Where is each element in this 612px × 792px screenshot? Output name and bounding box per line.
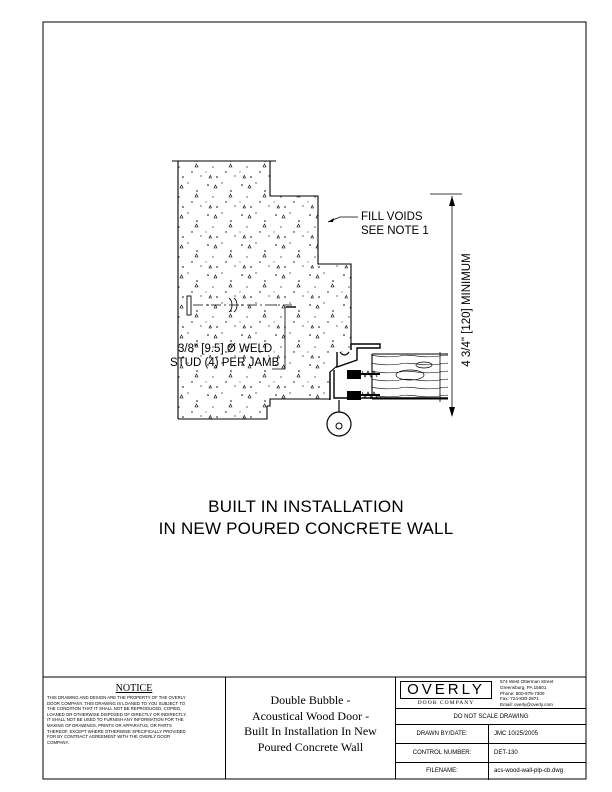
notice-line: THEREOF, EXCEPT WHERE OTHERWISE SPECIFICALLY PROVIDED bbox=[47, 728, 186, 734]
drawing-info-table bbox=[396, 725, 586, 779]
fill-voids-note bbox=[361, 210, 429, 238]
company-address bbox=[500, 679, 553, 708]
door-leaf-wood bbox=[372, 354, 448, 399]
filename-value: acs-wood-wall-plp-cb.dwg bbox=[494, 768, 564, 774]
title-line-4: Poured Concrete Wall bbox=[257, 739, 364, 754]
drawing-title-block bbox=[226, 677, 396, 779]
hinge-knuckle bbox=[327, 412, 351, 436]
address-line: Email: overly@overly.com bbox=[500, 702, 553, 708]
drawn-by-value: JMC 10/25/2005 bbox=[494, 731, 539, 737]
drawing-caption-line-1: BUILT IN INSTALLATION bbox=[208, 497, 404, 516]
address-line: 574 West Otterman Street bbox=[500, 679, 554, 684]
weld-stud-line-1: 3/8" [9.5] Ø WELD bbox=[178, 343, 273, 355]
notice-title: NOTICE bbox=[115, 683, 153, 694]
title-line-2: Acoustical Wood Door - bbox=[251, 708, 370, 723]
filename-label: FILENAME: bbox=[396, 763, 489, 780]
notice-line: LOANED OR OTHERWISE DISPOSED OF DIRECTLY OR INDIRECTLY. bbox=[47, 711, 187, 717]
weld-stud-note bbox=[170, 342, 279, 370]
notice-line: THIS DRAWING AND DESIGN ARE THE PROPERTY OF THE OVERLY bbox=[47, 695, 186, 700]
control-number-value: DET-130 bbox=[494, 750, 518, 756]
table-row bbox=[396, 763, 586, 780]
sheet-border bbox=[43, 22, 586, 779]
notice-line: THE CONDITION THAT IT SHALL NOT BE REPRODUCED, COPIED, bbox=[47, 706, 182, 712]
title-line-3: Built In Installation In New bbox=[244, 724, 377, 738]
drawing-caption-line-2: IN NEW POURED CONCRETE WALL bbox=[158, 519, 454, 538]
fill-voids-line-2: SEE NOTE 1 bbox=[361, 225, 429, 237]
notice-line: FOR BY CONTRACT AGREEMENT WITH THE OVERLY DOOR bbox=[47, 734, 171, 740]
address-line: Fax: 724-830-2871 bbox=[500, 696, 539, 702]
notice-body bbox=[43, 694, 225, 745]
address-line: Greensburg, PA 15601 bbox=[500, 684, 547, 690]
company-logo bbox=[400, 681, 492, 706]
concrete-wall-hatch bbox=[178, 161, 351, 419]
weld-stud-line-2: STUD (4) PER JAMB bbox=[170, 357, 280, 369]
company-logo-text: OVERLY bbox=[407, 681, 485, 698]
company-logo-subtitle: DOOR COMPANY bbox=[417, 700, 475, 706]
notice-line: DOOR COMPANY. THIS DRAWING IS LOANED TO YOU SUBJECT TO bbox=[47, 700, 186, 706]
bolt-lower bbox=[347, 391, 361, 400]
title-line-1: Double Bubble - bbox=[270, 693, 351, 707]
drawn-by-label: DRAWN BY/DATE: bbox=[396, 725, 489, 743]
dimension-label: 4 3/4" [120] MINIMUM bbox=[461, 253, 473, 367]
table-row bbox=[396, 725, 586, 744]
table-row bbox=[396, 744, 586, 763]
fill-voids-line-1: FILL VOIDS bbox=[361, 211, 423, 223]
control-number-label: CONTROL NUMBER: bbox=[396, 744, 489, 762]
notice-block bbox=[43, 677, 226, 779]
notice-line: COMPANY. bbox=[47, 739, 70, 745]
address-line: Phone: 800-979-7300 bbox=[500, 690, 545, 696]
company-block bbox=[396, 677, 586, 709]
do-not-scale-note: DO NOT SCALE DRAWING bbox=[396, 709, 586, 725]
notice-line: IT SHALL NOT BE USED TO FURNISH ANY INFORMATION FOR THE bbox=[47, 717, 184, 723]
bolt-upper bbox=[347, 370, 361, 379]
notice-line: MAKING OF DRAWINGS, PRINTS OR APPARATUS, OR PARTS bbox=[47, 722, 172, 728]
weld-stud-head bbox=[187, 296, 191, 315]
